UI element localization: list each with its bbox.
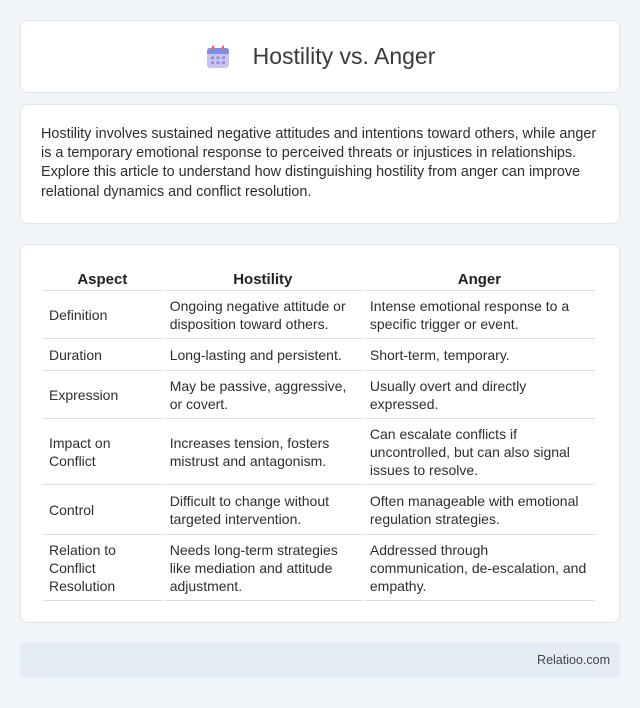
table-row <box>43 291 595 339</box>
hostility-cell: Needs long-term strategies like mediation and attitude adjustment. <box>164 535 362 601</box>
hostility-cell: Long-lasting and persistent. <box>164 339 362 371</box>
aspect-cell: Definition <box>43 291 162 339</box>
anger-cell: Short-term, temporary. <box>364 339 595 371</box>
comparison-card <box>20 244 620 623</box>
hostility-cell: Increases tension, fosters mistrust and antagonism. <box>164 419 362 485</box>
anger-cell: Often manageable with emotional regulation strategies. <box>364 485 595 535</box>
table-header-row <box>43 265 595 291</box>
table-row <box>43 339 595 371</box>
anger-cell: Addressed through communication, de-escalation, and empathy. <box>364 535 595 601</box>
table-row <box>43 535 595 601</box>
aspect-cell: Impact on Conflict <box>43 419 162 485</box>
header-anger: Anger <box>364 265 595 291</box>
intro-card <box>20 104 620 224</box>
hostility-cell: May be passive, aggressive, or covert. <box>164 371 362 419</box>
aspect-cell: Relation to Conflict Resolution <box>43 535 162 601</box>
calendar-icon <box>205 44 231 70</box>
table-row <box>43 371 595 419</box>
page-title: Hostility vs. Anger <box>252 43 436 69</box>
intro-text: Hostility involves sustained negative attitudes and intentions toward others, while anger is a temporary emotional response to perceived threats or injustices in relationships. Explore this article to understand how distinguishing hostility from anger can improve relational dynamics and conflict resolution. <box>41 126 597 200</box>
hostility-cell: Difficult to change without targeted intervention. <box>164 485 362 535</box>
title-card <box>20 20 620 93</box>
aspect-cell: Expression <box>43 371 162 419</box>
table-row <box>43 485 595 535</box>
comparison-table <box>41 265 597 601</box>
header-aspect: Aspect <box>43 265 162 291</box>
anger-cell: Can escalate conflicts if uncontrolled, but can also signal issues to resolve. <box>364 419 595 485</box>
aspect-cell: Duration <box>43 339 162 371</box>
anger-cell: Intense emotional response to a specific trigger or event. <box>364 291 595 339</box>
anger-cell: Usually overt and directly expressed. <box>364 371 595 419</box>
footer-site: Relatioo.com <box>537 653 610 667</box>
hostility-cell: Ongoing negative attitude or disposition toward others. <box>164 291 362 339</box>
table-row <box>43 419 595 485</box>
aspect-cell: Control <box>43 485 162 535</box>
header-hostility: Hostility <box>164 265 362 291</box>
footer-bar <box>20 643 620 677</box>
